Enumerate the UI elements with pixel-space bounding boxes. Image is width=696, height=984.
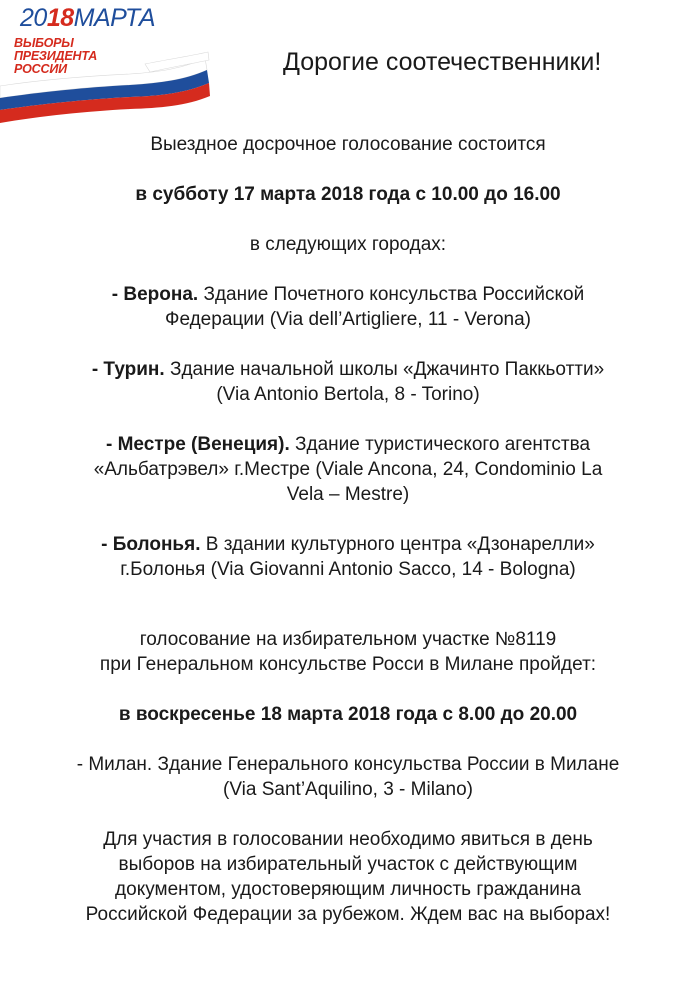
city-bologna xyxy=(30,532,666,582)
city-name: - Верона. xyxy=(111,284,199,305)
city-address: Vela – Mestre) xyxy=(286,484,410,505)
city-mestre xyxy=(30,432,666,507)
city-address: (Via Antonio Bertola, 8 - Torino) xyxy=(216,384,480,405)
city-name: - Турин. xyxy=(91,359,165,380)
closing-note xyxy=(30,827,666,927)
closing-line: выборов на избирательный участок с действующим xyxy=(118,854,578,875)
milan-address-line: (Via Sant’Aquilino, 3 - Milano) xyxy=(223,779,473,800)
closing-line: Российской Федерации за рубежом. Ждем вас на выборах! xyxy=(85,904,611,925)
flag-ribbon-icon xyxy=(0,50,220,130)
city-address: Здание Почетного консульства Российской xyxy=(203,284,585,305)
greeting-heading: Дорогие соотечественники! xyxy=(283,48,602,76)
city-verona xyxy=(30,282,666,332)
election-logo xyxy=(0,0,220,130)
intro-text: Выездное досрочное голосование состоится xyxy=(150,134,546,155)
logo-subtitle-line: ПРЕЗИДЕНТА xyxy=(14,49,98,63)
closing-line: документом, удостоверяющим личность гражданина xyxy=(115,879,581,900)
city-milan xyxy=(30,752,666,802)
milan-intro-line: при Генеральном консульстве Росси в Милане пройдет: xyxy=(99,654,597,675)
city-address: Здание туристического агентства xyxy=(295,434,591,455)
city-address: Здание начальной школы «Джачинто Паккьотти» xyxy=(169,359,605,380)
sunday-date: в воскресенье 18 марта 2018 года с 8.00 до 20.00 xyxy=(118,704,578,725)
logo-date: 2018МАРТА xyxy=(20,4,156,32)
cities-intro: в следующих городах: xyxy=(249,234,447,255)
city-address: В здании культурного центра «Дзонарелли» xyxy=(205,534,595,555)
city-turin xyxy=(30,357,666,407)
city-address: г.Болонья (Via Giovanni Antonio Sacco, 14 - Bologna) xyxy=(120,559,576,580)
city-name: - Местре (Венеция). xyxy=(105,434,290,455)
city-name: - Болонья. xyxy=(101,534,201,555)
logo-subtitle-line: РОССИИ xyxy=(14,62,67,76)
milan-address-line: - Милан. Здание Генерального консульства России в Милане xyxy=(76,754,620,775)
saturday-date: в субботу 17 марта 2018 года с 10.00 до 16.00 xyxy=(135,184,561,205)
milan-intro-line: голосование на избирательном участке №8119 xyxy=(139,629,557,650)
closing-line: Для участия в голосовании необходимо явиться в день xyxy=(103,829,593,850)
milan-intro xyxy=(30,627,666,677)
announcement-body xyxy=(30,132,666,927)
city-address: «Альбатрэвел» г.Местре (Viale Ancona, 24, Condominio La xyxy=(93,459,603,480)
city-address: Федерации (Via dell’Artigliere, 11 - Verona) xyxy=(165,309,531,330)
logo-subtitle-line: ВЫБОРЫ xyxy=(14,36,74,50)
